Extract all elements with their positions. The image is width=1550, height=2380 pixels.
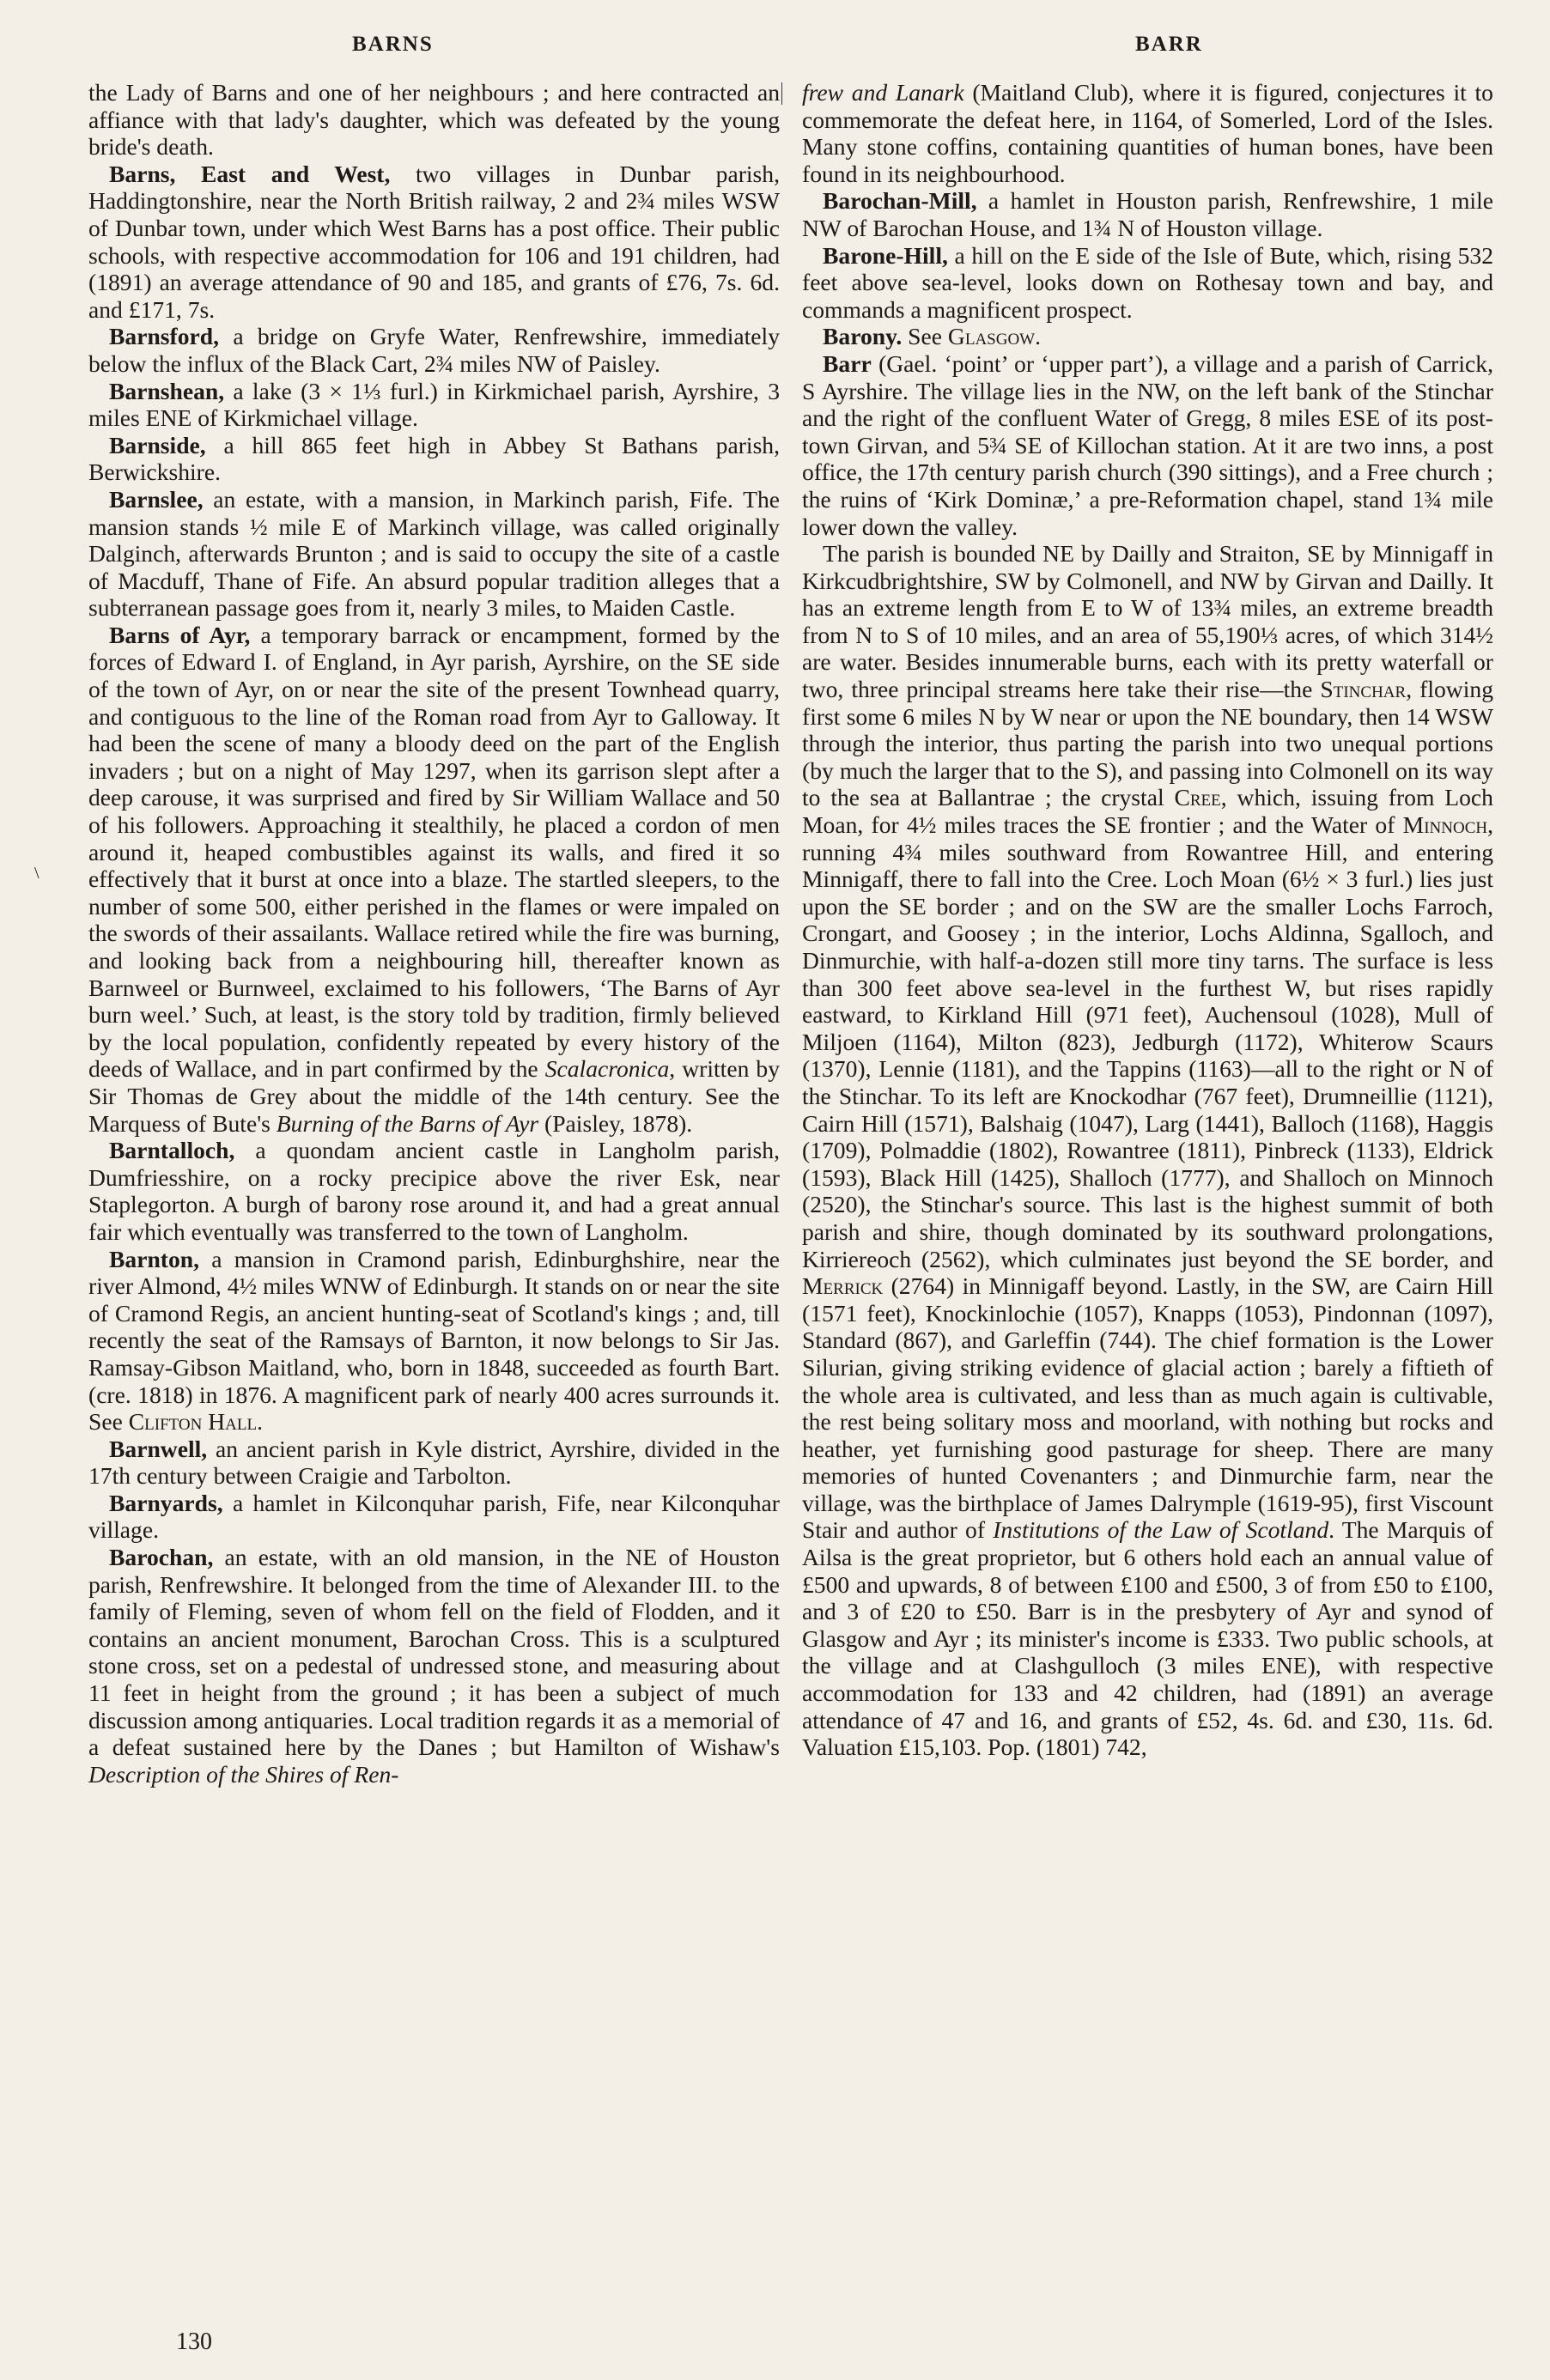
- entry-headword: Barnwell,: [109, 1435, 208, 1462]
- entry-headword: Barns, East and West,: [109, 160, 391, 187]
- page-number: 130: [176, 2328, 212, 2355]
- entry-headword: Barns of Ayr,: [109, 621, 251, 648]
- entry-text: two villages in Dunbar parish, Haddingtonshire, near the North British railway, 2 and 2¾ miles WSW of Dunbar town, under which West Barns has a post office. Their public schools, with respective accommodation for 106 and 191 children, had (1891) an average attendance of 90 and 185, and grants of £76, 7s. 6d. and £171, 7s.: [88, 160, 780, 323]
- entry-headword: Barony.: [823, 323, 903, 350]
- entry-text: a lake (3 × 1⅓ furl.) in Kirkmichael parish, Ayrshire, 3 miles ENE of Kirkmichael village.: [88, 377, 780, 432]
- entry-headword: Barochan-Mill,: [823, 187, 977, 215]
- running-head-right: BARR: [1135, 33, 1203, 56]
- entry-text: a quondam ancient castle in Langholm parish, Dumfriesshire, on a rocky precipice above the river Esk, near Staplegorton. A burgh of barony rose around it, and had a great annual fair which eventually was transferred to the town of Langholm.: [88, 1137, 780, 1245]
- entry-text: a hill on the E side of the Isle of Bute, which, rising 532 feet above sea-level, looks down on Rothesay town and bay, and commands a magnificent prospect.: [802, 241, 1493, 323]
- entry-headword: Barnton,: [109, 1245, 200, 1272]
- continued-text: the Lady of Barns and one of her neighbours ; and here contracted an affiance with that lady's daughter, which was defeated by the young bride's death.: [88, 79, 780, 161]
- entry-text: (Gael. ‘point’ or ‘upper part’), a village and a parish of Carrick, S Ayrshire. The village lies in the NW, on the left bank of the Stinchar and the right of the confluent Water of Gregg, 8 miles ESE of its post-town Girvan, and 5¾ SE of Killochan station. At it are two inns, a post office, the 17th century parish church (390 sittings), and a Free church ; the ruins of ‘Kirk Dominæ,’ a pre-Reformation chapel, stand 1¾ mile lower down the valley.: [802, 349, 1493, 540]
- gazetteer-entry: [802, 187, 1493, 241]
- paragraph: The parish is bounded NE by Dailly and Straiton, SE by Minnigaff in Kirkcudbrightshire, SW by Colmonell, and NW by Girvan and Dailly. It has an extreme length from E to W of 13¾ miles, an extreme breadth from N to S of 10 miles, and an area of 55,190⅓ acres, of which 314½ are water. Besides innumerable burns, each with its pretty waterfall or two, three principal streams here take their rise—the Stinchar, flowing first some 6 miles N by W near or upon the NE boundary, then 14 WSW through the interior, thus parting the parish into two unequal portions (by much the larger that to the S), and passing into Colmonell on its way to the sea at Ballantrae ; the crystal Cree, which, issuing from Loch Moan, for 4½ miles traces the SE frontier ; and the Water of Minnoch, running 4¾ miles southward from Rowantree Hill, and entering Minnigaff, there to fall into the Cree. Loch Moan (6½ × 3 furl.) lies just upon the SE border ; and on the SW are the smaller Lochs Farroch, Crongart, and Goosey ; in the interior, Lochs Aldinna, Sgalloch, and Dinmurchie, with half-a-dozen still more tiny tarns. The surface is less than 300 feet above sea-level in the furthest W, but rises rapidly eastward, to Kirkland Hill (971 feet), Auchensoul (1028), Mull of Miljoen (1164), Milton (823), Jedburgh (1172), Whiterow Scaurs (1370), Lennie (1181), and the Tappins (1163)—all to the right or N of the Stinchar. To its left are Knockodhar (767 feet), Drumneillie (1121), Cairn Hill (1571), Balshaig (1047), Larg (1441), Balloch (1168), Haggis (1709), Polmaddie (1802), Rowantree (1811), Pinbreck (1133), Eldrick (1593), Black Hill (1425), Shalloch (1777), and Shalloch on Minnoch (2520), the Stinchar's source. This last is the highest summit of both parish and shire, though dominated by its southward prolongations, Kirriereoch (2562), which culminates just beyond the SE border, and Merrick (2764) in Minnigaff beyond. Lastly, in the SW, are Cairn Hill (1571 feet), Knockinlochie (1057), Knapps (1053), Pindonnan (1097), Standard (867), and Garleffin (744). The chief formation is the Lower Silurian, giving striking evidence of glacial action ; barely a fiftieth of the whole area is cultivated, and less than as much again is cultivable, the rest being solitary moss and moorland, with nothing but rocks and heather, yet furnishing good pasturage for sheep. There are many memories of hunted Covenanters ; and Dinmurchie farm, near the village, was the birthplace of James Dalrymple (1619-95), first Viscount Stair and author of Institutions of the Law of Scotland. The Marquis of Ailsa is the great proprietor, but 6 others hold each an annual value of £500 and upwards, 8 of between £100 and £500, 3 of from £50 to £100, and 3 of £20 to £50. Barr is in the presbytery of Ayr and synod of Glasgow and Ayr ; its minister's income is £333. Two public schools, at the village and at Clashgulloch (3 miles ENE), with respective accommodation for 133 and 42 children, had (1891) an average attendance of 47 and 16, and grants of £52, 4s. 6d. and £30, 11s. 6d. Valuation £15,103. Pop. (1801) 742,: [802, 540, 1494, 1761]
- gazetteer-entry: [802, 242, 1493, 324]
- gazetteer-entry: [88, 1137, 780, 1245]
- entry-text: an ancient parish in Kyle district, Ayrshire, divided in the 17th century between Craigie and Tarbolton.: [88, 1435, 780, 1490]
- entry-headword: Barnside,: [109, 431, 206, 458]
- running-head-left: BARNS: [352, 33, 434, 56]
- entry-text: See Glasgow.: [902, 323, 1042, 350]
- entry-text: a hamlet in Houston parish, Renfrewshire, 1 mile NW of Barochan House, and 1¾ N of Houston village.: [802, 187, 1493, 241]
- left-column: [88, 79, 780, 1788]
- entry-headword: Barnsford,: [109, 323, 220, 350]
- entry-headword: Barr: [823, 349, 872, 377]
- entry-text: a mansion in Cramond parish, Edinburghshire, near the river Almond, 4½ miles WNW of Edinburgh. It stands on or near the site of Cramond Regis, an ancient hunting-seat of Scotland's kings ; and, till recently the seat of the Ramsays of Barnton, it now belongs to Sir Jas. Ramsay-Gibson Maitland, who, born in 1848, succeeded as fourth Bart. (cre. 1818) in 1876. A magnificent park of nearly 400 acres surrounds it. See Clifton Hall.: [88, 1245, 780, 1436]
- gazetteer-entry: [88, 622, 780, 1137]
- entry-text: a hill 865 feet high in Abbey St Bathans parish, Berwickshire.: [88, 431, 780, 486]
- gazetteer-entry: [88, 1490, 780, 1544]
- gazetteer-entry: [88, 161, 780, 324]
- gazetteer-entry: [88, 486, 780, 622]
- gazetteer-entry: [88, 1544, 780, 1788]
- entry-text: an estate, with a mansion, in Markinch parish, Fife. The mansion stands ½ mile E of Markinch village, was called originally Dalginch, afterwards Brunton ; and is said to occupy the site of a castle of Macduff, Thane of Fife. An absurd popular tradition alleges that a subterranean passage goes from it, nearly 3 miles, to Maiden Castle.: [88, 485, 780, 622]
- gazetteer-entry: [88, 323, 780, 377]
- gazetteer-entry: [88, 378, 780, 432]
- margin-mark: \: [34, 864, 40, 883]
- gazetteer-entry: [88, 1436, 780, 1490]
- entry-headword: Barnyards,: [109, 1489, 223, 1516]
- entry-headword: Barnshean,: [109, 377, 225, 404]
- entry-headword: Barone-Hill,: [823, 241, 948, 269]
- entry-headword: Barochan,: [109, 1544, 214, 1571]
- entry-text: an estate, with an old mansion, in the NE of Houston parish, Renfrewshire. It belonged from the time of Alexander III. to the family of Fleming, seven of whom fell on the field of Flodden, and it contains an ancient monument, Barochan Cross. This is a sculptured stone cross, set on a pedestal of undressed stone, and measuring about 11 feet in height from the ground ; it has been a subject of much discussion among antiquaries. Local tradition regards it as a memorial of a defeat sustained here by the Danes ; but Hamilton of Wishaw's Description of the Shires of Ren-: [88, 1544, 780, 1788]
- gazetteer-entry: [88, 432, 780, 486]
- gazetteer-entry: [802, 323, 1493, 350]
- entry-text: a bridge on Gryfe Water, Renfrewshire, immediately below the influx of the Black Cart, 2¾ miles NW of Paisley.: [88, 323, 780, 377]
- gazetteer-entry: [88, 1246, 780, 1436]
- right-column: [802, 79, 1493, 1761]
- entry-text: a hamlet in Kilconquhar parish, Fife, near Kilconquhar village.: [88, 1489, 780, 1544]
- continued-text: frew and Lanark (Maitland Club), where it is figured, conjectures it to commemorate the defeat here, in 1164, of Somerled, Lord of the Isles. Many stone coffins, containing quantities of human bones, have been found in its neighbourhood.: [802, 79, 1493, 187]
- column-rule: [781, 82, 782, 105]
- entry-headword: Barntalloch,: [109, 1137, 235, 1164]
- gazetteer-entry: [802, 350, 1493, 540]
- entry-headword: Barnslee,: [109, 485, 204, 513]
- entry-text: a temporary barrack or encampment, formed by the forces of Edward I. of England, in Ayr parish, Ayrshire, on the SE side of the town of Ayr, on or near the site of the present Townhead quarry, and contiguous to the line of the Roman road from Ayr to Galloway. It had been the scene of many a bloody deed on the part of the English invaders ; but on a night of May 1297, when its garrison slept after a deep carouse, it was surprised and fired by Sir William Wallace and 50 of his followers. Approaching it stealthily, he placed a cordon of men around it, heaped combustibles against its walls, and fired it so effectively that it burst at once into a blaze. The startled sleepers, to the number of some 500, either perished in the flames or were impaled on the swords of their assailants. Wallace retired while the fire was burning, and looking back from a neighbouring hill, thereafter known as Barnweel or Burnweel, exclaimed to his followers, ‘The Barns of Ayr burn weel.’ Such, at least, is the story told by tradition, firmly believed by the local population, confidently repeated by every history of the deeds of Wallace, and in part confirmed by the Scalacronica, written by Sir Thomas de Grey about the middle of the 14th century. See the Marquess of Bute's Burning of the Barns of Ayr (Paisley, 1878).: [88, 621, 781, 1137]
